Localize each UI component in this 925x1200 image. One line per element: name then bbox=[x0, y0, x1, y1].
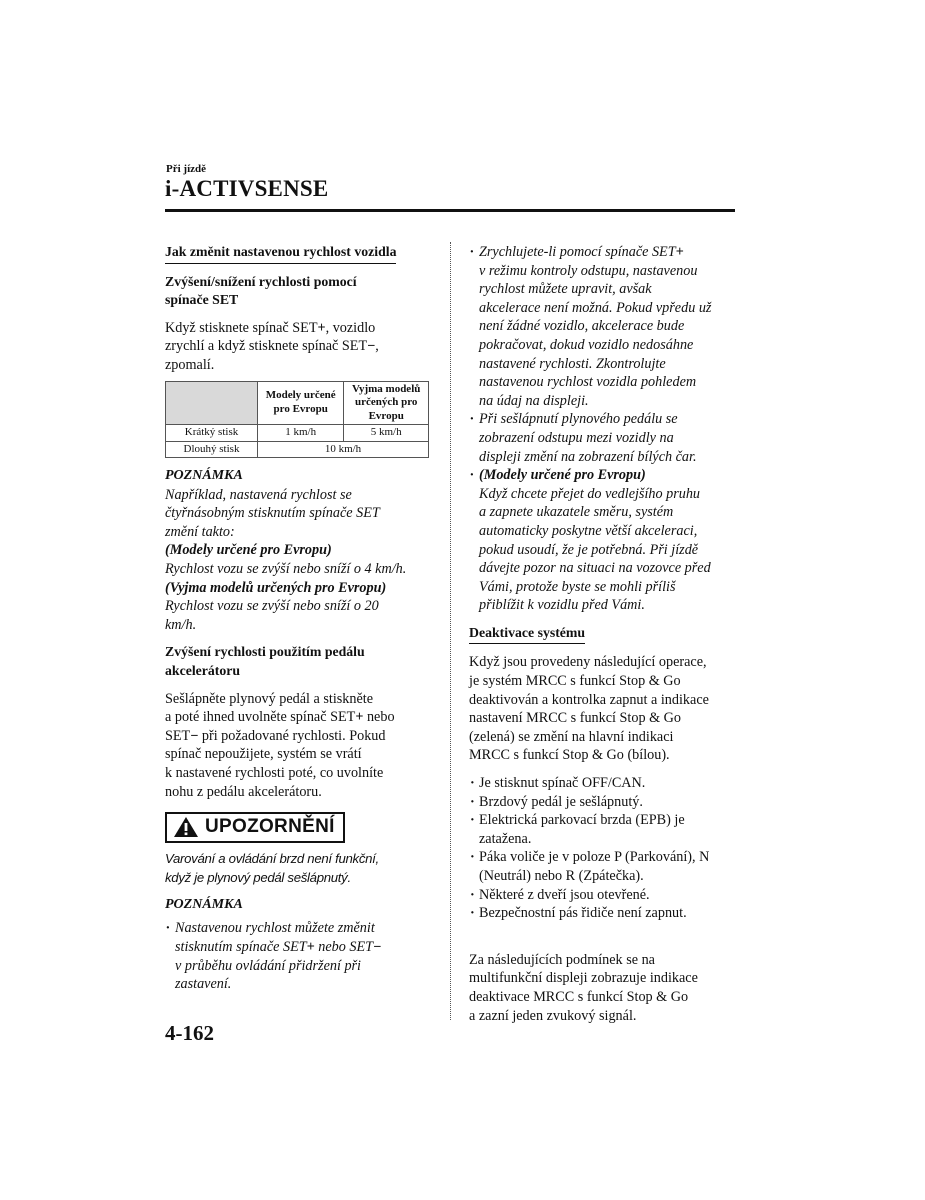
table-row: Dlouhý stisk 10 km/h bbox=[166, 441, 429, 458]
right-column bbox=[469, 243, 739, 1025]
page-number: 4-162 bbox=[165, 1021, 214, 1045]
column-divider bbox=[450, 242, 451, 1020]
list-item: · Bezpečnostní pás řidiče není zapnut. bbox=[469, 904, 739, 923]
accelerator-text: Sešlápněte plynový pedál a stiskněte a poté ihned uvolněte spínač SET+ nebo SET− při požadované rychlosti. Pokud spínač nepoužijete, systém se vrátí k nastavené rychlosti poté, co uvolníte nohu z pedálu akcelerátoru. bbox=[165, 690, 395, 800]
warning-text: Varování a ovládání brzd není funkční, když je plynový pedál sešlápnutý. bbox=[165, 850, 379, 885]
heading-accelerator: Zvýšení rychlosti použitím pedálu akcelerátoru bbox=[165, 644, 365, 678]
note-block-1: POZNÁMKA Například, nastavená rychlost se čtyřnásobným stisknutím spínače SET změní takto: (Modely určené pro Evropu) Rychlost vozu se zvýší nebo sníží o 4 km/h. (Vyjma modelů určených pro Evropu) Rychlost vozu se zvýší nebo sníží o 20 km/h. bbox=[165, 468, 407, 633]
table-header-non-eu: Vyjma modelů určených pro Evropu bbox=[344, 381, 429, 425]
heading-set-switch: Zvýšení/snížení rychlosti pomocí spínače SET bbox=[165, 273, 357, 308]
table-row: Krátký stisk 1 km/h 5 km/h bbox=[166, 425, 429, 442]
heading-change-speed: Jak změnit nastavenou rychlost vozidla bbox=[165, 243, 396, 264]
table-corner-cell bbox=[166, 381, 258, 425]
note-bullet-eu-models: · (Modely určené pro Evropu) Když chcete přejet do vedlejšího pruhu a zapnete ukazatele směru, systém automaticky poskytne větší akceleraci, pokud usoudí, že je potřebná. Při jízdě dávejte pozor na situaci na vozovce před Vámi, protože byste se mohli příliš přiblížit k vozidlu před Vámi. bbox=[469, 466, 739, 615]
list-item: · Elektrická parkovací brzda (EPB) je zatažena. bbox=[469, 811, 739, 848]
warning-triangle-icon bbox=[173, 816, 199, 838]
note-2-item: · Nastavenou rychlost můžete změnit stisknutím spínače SET+ nebo SET− v průběhu ovládání přidržení při zastavení. bbox=[165, 919, 429, 993]
intro-text: Když stisknete spínač SET+, vozidlo zrychlí a když stisknete spínač SET−, zpomalí. bbox=[165, 319, 379, 373]
deactivation-list bbox=[469, 774, 739, 923]
deactivation-text: Když jsou provedeny následující operace, je systém MRCC s funkcí Stop & Go deaktivován a kontrolka zapnut a indikace nastavení MRCC s funkcí Stop & Go (zelená) se změní na hlavní indikaci MRCC s funkcí Stop & Go (bílou). bbox=[469, 654, 709, 764]
heading-deactivation: Deaktivace systému bbox=[469, 624, 585, 645]
list-item: · Je stisknut spínač OFF/CAN. bbox=[469, 774, 739, 793]
left-column bbox=[165, 243, 429, 994]
warning-banner: UPOZORNĚNÍ bbox=[165, 812, 345, 843]
final-text: Za následujících podmínek se na multifunkční displeji zobrazuje indikace deaktivace MRCC s funkcí Stop & Go a zazní jeden zvukový signál. bbox=[469, 951, 698, 1024]
list-item: · Páka voliče je v poloze P (Parkování), N (Neutrál) nebo R (Zpátečka). bbox=[469, 848, 739, 885]
list-item: · Brzdový pedál je sešlápnutý. bbox=[469, 793, 739, 812]
note-title-2: POZNÁMKA bbox=[165, 896, 243, 912]
section-label: Při jízdě bbox=[166, 163, 207, 175]
table-header-eu: Modely určené pro Evropu bbox=[258, 381, 344, 425]
page-title: i-ACTIVSENSE bbox=[165, 176, 329, 201]
note-bullet-accel: · Zrychlujete-li pomocí spínače SET+ v režimu kontroly odstupu, nastavenou rychlost můžete upravit, avšak akcelerace není možná. Pokud vpředu už není žádné vozidlo, akcelerace bude pokračovat, dokud vozidlo nedosáhne nastavené rychlosti. Zkontrolujte nastavenou rychlost vozidla pohledem na údaj na displeji. bbox=[469, 243, 739, 410]
note-bullet-white-lines: · Při sešlápnutí plynového pedálu se zobrazení odstupu mezi vozidly na displeji změní na zobrazení bílých čar. bbox=[469, 410, 739, 466]
list-item: · Některé z dveří jsou otevřené. bbox=[469, 886, 739, 905]
header-rule bbox=[165, 209, 735, 212]
speed-step-table bbox=[165, 381, 429, 459]
